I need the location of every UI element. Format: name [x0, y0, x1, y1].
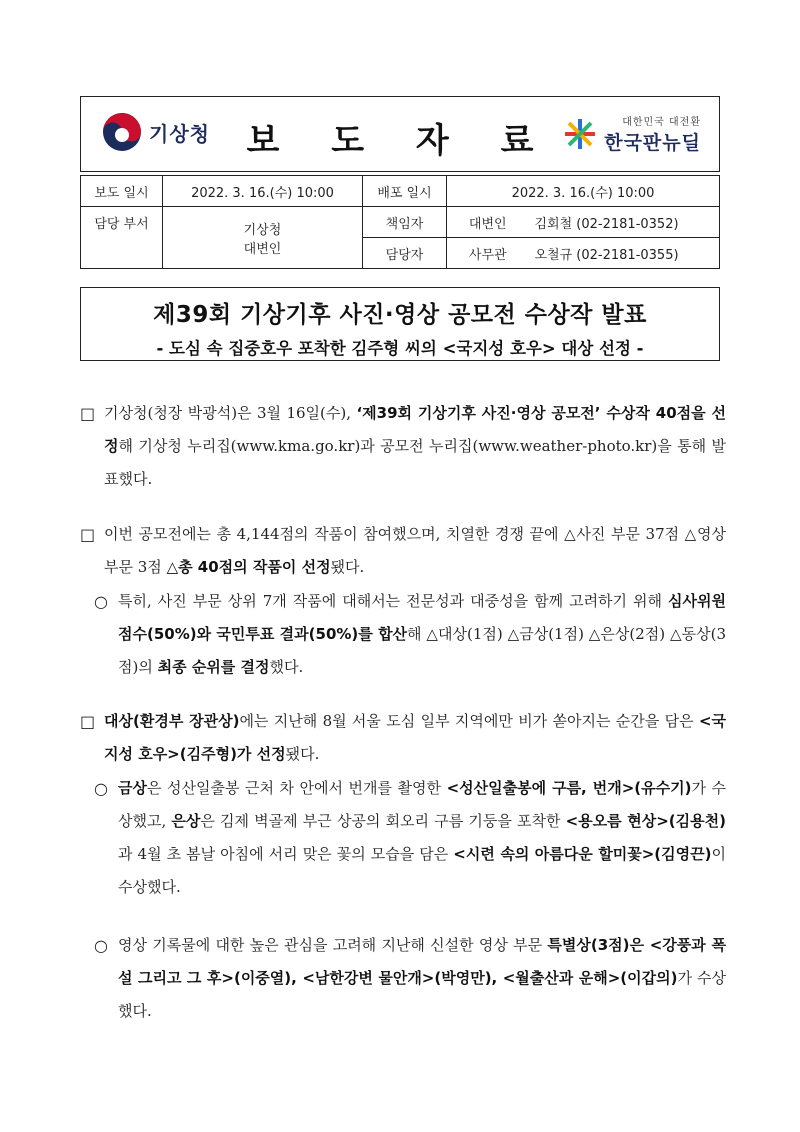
- p6-text-bold: 특별상(3점)은 <강풍과 폭설 그리고 그 후>(이중열), <남한강변 물안개>(박영만), <월출산과 운해>(이갑의): [118, 936, 726, 987]
- p3-text-bold-1: 심사위원 점수(50%)와 국민투표 결과(50%)를 합산: [118, 592, 726, 643]
- contact-role: 사무관: [447, 238, 529, 269]
- p5-text-h: 과 4월 초 봄날 아침에 서리 맞은 꽃의 모습을 담은: [118, 845, 454, 863]
- p4-text-b: 에는 지난해 8월 서울 도심 일부 지역에만 비가 쏟아지는 순간을 담은: [239, 712, 699, 730]
- p5-text-d: 가 수상했고,: [118, 779, 727, 830]
- new-deal-slogan-small: 대한민국 대전환: [622, 117, 701, 128]
- responsible-name: 김회철 (02-2181-0352): [529, 207, 720, 238]
- paragraph-1: [80, 397, 726, 496]
- department-label: 담당 부서: [81, 207, 163, 269]
- table-row: [81, 176, 720, 207]
- p5-text-b: 은 성산일출봉 근처 차 안에서 번개를 촬영한: [146, 779, 447, 797]
- responsible-role: 대변인: [447, 207, 529, 238]
- headline-subtitle: - 도심 속 집중호우 포착한 김주형 씨의 <국지성 호우> 대상 선정 -: [156, 339, 644, 358]
- p1-text-c: 해 기상청 누리집(www.kma.go.kr)과 공모전 누리집(www.weather-photo.kr)을 통해 발표했다.: [104, 437, 726, 488]
- new-deal-logo: [562, 113, 701, 155]
- release-info-table: [80, 175, 720, 269]
- p5-gold-work: <성산일출봉에 구름, 번개>(유수기): [446, 779, 692, 797]
- p5-silver-work-2: <시련 속의 아름다운 할미꽃>(김영끈): [453, 845, 712, 863]
- department-value: [163, 207, 363, 269]
- table-row: [81, 207, 720, 238]
- paragraph-5: [80, 772, 726, 904]
- responsible-label: 책임자: [363, 207, 447, 238]
- press-time-label: 보도 일시: [81, 176, 163, 207]
- press-release-header: [80, 96, 720, 172]
- square-bullet-icon: □: [80, 712, 96, 731]
- p2-text-c: 됐다.: [330, 558, 365, 576]
- p6-text-c: 가 수상했다.: [118, 969, 726, 1020]
- headline-box: [80, 287, 720, 361]
- circle-bullet-icon: ○: [94, 779, 108, 798]
- p3-text-bold-2: 최종 순위를 결정: [157, 658, 270, 676]
- p5-silver-work-1: <용오름 현상>(김용천): [565, 812, 726, 830]
- p1-text-a: 기상청(청장 박광석)은 3월 16일(수),: [104, 404, 357, 422]
- p6-text-a: 영상 기록물에 대한 높은 관심을 고려해 지난해 신설한 영상 부문: [118, 936, 548, 954]
- square-bullet-icon: □: [80, 525, 96, 544]
- contact-name: 오철규 (02-2181-0355): [529, 238, 720, 269]
- new-deal-slogan-big: 한국판뉴딜: [604, 132, 701, 154]
- p5-silver-label: 은상: [171, 812, 201, 830]
- p2-text-bold: △총 40점의 작품이 선정: [166, 558, 331, 576]
- department-value-line-2: 대변인: [243, 241, 282, 257]
- p3-text-a: 특히, 사진 부문 상위 7개 작품에 대해서는 전문성과 대중성을 함께 고려하기 위해: [118, 592, 669, 610]
- distribution-time-label: 배포 일시: [363, 176, 447, 207]
- p4-text-bold-2: <국지성 호우>(김주형)가 선정: [104, 712, 726, 763]
- paragraph-4: [80, 705, 726, 771]
- p2-text-a: 이번 공모전에는 총 4,144점의 작품이 참여했으며, 치열한 경쟁 끝에 △사진 부문 37점 △영상 부문 3점: [104, 525, 726, 576]
- contact-label: 담당자: [363, 238, 447, 269]
- p4-text-d: 됐다.: [285, 745, 320, 763]
- p3-text-c: 해 △대상(1점) △금상(1점) △은상(2점) △동상(3점)의: [118, 625, 726, 676]
- circle-bullet-icon: ○: [94, 592, 108, 611]
- distribution-time-value: 2022. 3. 16.(수) 10:00: [447, 176, 720, 207]
- p1-text-bold: ‘제39회 기상기후 사진·영상 공모전’ 수상작 40점을 선정: [104, 404, 726, 455]
- press-time-value: 2022. 3. 16.(수) 10:00: [163, 176, 363, 207]
- kma-logo-text: 기상청: [149, 121, 210, 146]
- headline-title: 제39회 기상기후 사진·영상 공모전 수상작 발표: [153, 302, 647, 328]
- new-deal-emblem-icon: [562, 116, 598, 152]
- p5-text-f: 은 김제 벽골제 부근 상공의 회오리 구름 기둥을 포착한: [200, 812, 566, 830]
- paragraph-3: [80, 585, 726, 684]
- press-release-title: 보 도 자 료: [246, 121, 554, 161]
- p5-gold-label: 금상: [118, 779, 147, 797]
- circle-bullet-icon: ○: [94, 936, 108, 955]
- paragraph-6: [80, 929, 726, 1028]
- p5-text-j: 이 수상했다.: [118, 845, 726, 896]
- paragraph-2: [80, 518, 726, 584]
- department-value-line-1: 기상청: [243, 222, 282, 238]
- p3-text-e: 했다.: [269, 658, 304, 676]
- p4-text-bold-1: 대상(환경부 장관상): [104, 712, 240, 730]
- square-bullet-icon: □: [80, 404, 96, 423]
